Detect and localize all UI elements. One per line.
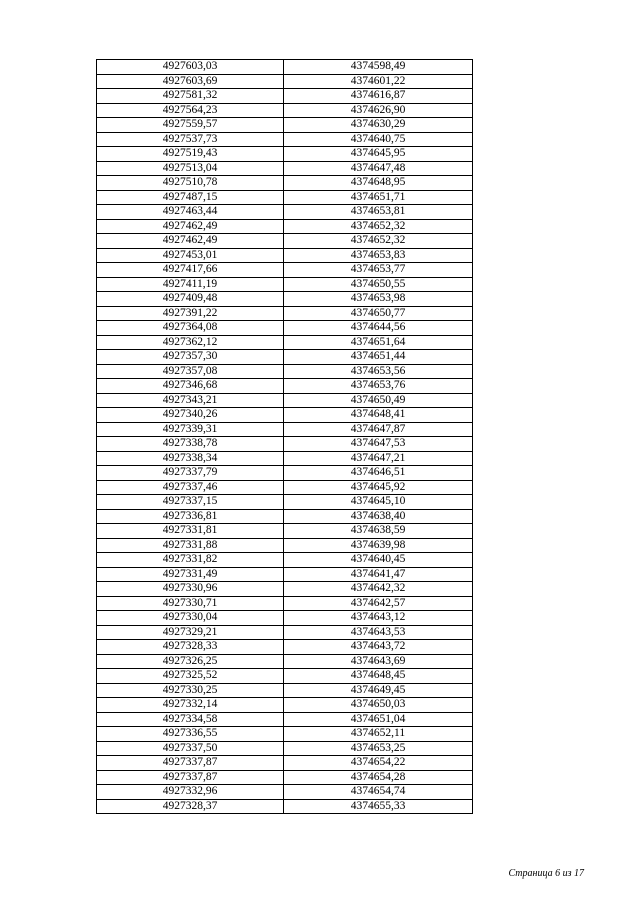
y-coordinate-cell: 4374640,75 [284,132,473,147]
x-coordinate-cell: 4927510,78 [97,176,284,191]
x-coordinate-cell: 4927330,25 [97,683,284,698]
y-coordinate-cell: 4374626,90 [284,103,473,118]
y-coordinate-cell: 4374649,45 [284,683,473,698]
page-number: Страница 6 из 17 [508,868,584,879]
table-row [97,596,473,611]
x-coordinate-cell: 4927337,46 [97,480,284,495]
x-coordinate-cell: 4927328,33 [97,640,284,655]
y-coordinate-cell: 4374650,49 [284,393,473,408]
y-coordinate-cell: 4374650,03 [284,698,473,713]
x-coordinate-cell: 4927462,49 [97,234,284,249]
table-row [97,640,473,655]
y-coordinate-cell: 4374653,25 [284,741,473,756]
table-row [97,799,473,814]
y-coordinate-cell: 4374601,22 [284,74,473,89]
x-coordinate-cell: 4927462,49 [97,219,284,234]
table-row [97,495,473,510]
x-coordinate-cell: 4927537,73 [97,132,284,147]
coordinates-table [96,59,473,814]
table-row [97,683,473,698]
y-coordinate-cell: 4374653,77 [284,263,473,278]
table-row [97,74,473,89]
x-coordinate-cell: 4927453,01 [97,248,284,263]
table-row [97,770,473,785]
y-coordinate-cell: 4374638,59 [284,524,473,539]
x-coordinate-cell: 4927343,21 [97,393,284,408]
x-coordinate-cell: 4927463,44 [97,205,284,220]
y-coordinate-cell: 4374647,53 [284,437,473,452]
table-row [97,306,473,321]
table-row [97,118,473,133]
x-coordinate-cell: 4927513,04 [97,161,284,176]
y-coordinate-cell: 4374598,49 [284,60,473,75]
table-row [97,147,473,162]
table-row [97,103,473,118]
table-row [97,712,473,727]
y-coordinate-cell: 4374642,57 [284,596,473,611]
table-row [97,379,473,394]
y-coordinate-cell: 4374653,76 [284,379,473,394]
y-coordinate-cell: 4374645,10 [284,495,473,510]
table-row [97,89,473,104]
y-coordinate-cell: 4374643,72 [284,640,473,655]
x-coordinate-cell: 4927559,57 [97,118,284,133]
table-row [97,350,473,365]
y-coordinate-cell: 4374655,33 [284,799,473,814]
y-coordinate-cell: 4374647,87 [284,422,473,437]
x-coordinate-cell: 4927332,96 [97,785,284,800]
y-coordinate-cell: 4374650,77 [284,306,473,321]
x-coordinate-cell: 4927331,82 [97,553,284,568]
table-row [97,364,473,379]
y-coordinate-cell: 4374651,64 [284,335,473,350]
x-coordinate-cell: 4927331,49 [97,567,284,582]
x-coordinate-cell: 4927409,48 [97,292,284,307]
table-row [97,60,473,75]
table-row [97,553,473,568]
y-coordinate-cell: 4374643,53 [284,625,473,640]
y-coordinate-cell: 4374638,40 [284,509,473,524]
x-coordinate-cell: 4927357,08 [97,364,284,379]
x-coordinate-cell: 4927519,43 [97,147,284,162]
x-coordinate-cell: 4927338,78 [97,437,284,452]
y-coordinate-cell: 4374646,51 [284,466,473,481]
y-coordinate-cell: 4374643,12 [284,611,473,626]
table-row [97,248,473,263]
table-row [97,785,473,800]
table-row [97,408,473,423]
table-row [97,509,473,524]
table-row [97,727,473,742]
x-coordinate-cell: 4927331,81 [97,524,284,539]
y-coordinate-cell: 4374640,45 [284,553,473,568]
y-coordinate-cell: 4374648,41 [284,408,473,423]
table-row [97,538,473,553]
table-row [97,611,473,626]
y-coordinate-cell: 4374653,81 [284,205,473,220]
y-coordinate-cell: 4374651,04 [284,712,473,727]
table-row [97,190,473,205]
x-coordinate-cell: 4927339,31 [97,422,284,437]
table-row [97,669,473,684]
x-coordinate-cell: 4927364,08 [97,321,284,336]
table-row [97,292,473,307]
x-coordinate-cell: 4927357,30 [97,350,284,365]
table-row [97,263,473,278]
y-coordinate-cell: 4374653,83 [284,248,473,263]
table-row [97,466,473,481]
x-coordinate-cell: 4927581,32 [97,89,284,104]
y-coordinate-cell: 4374630,29 [284,118,473,133]
x-coordinate-cell: 4927336,81 [97,509,284,524]
y-coordinate-cell: 4374653,56 [284,364,473,379]
table-row [97,393,473,408]
x-coordinate-cell: 4927338,34 [97,451,284,466]
x-coordinate-cell: 4927331,88 [97,538,284,553]
x-coordinate-cell: 4927336,55 [97,727,284,742]
x-coordinate-cell: 4927330,96 [97,582,284,597]
x-coordinate-cell: 4927362,12 [97,335,284,350]
x-coordinate-cell: 4927337,87 [97,756,284,771]
x-coordinate-cell: 4927603,69 [97,74,284,89]
table-row [97,756,473,771]
table-row [97,654,473,669]
table-row [97,422,473,437]
y-coordinate-cell: 4374651,44 [284,350,473,365]
table-row [97,219,473,234]
y-coordinate-cell: 4374643,69 [284,654,473,669]
table-row [97,335,473,350]
y-coordinate-cell: 4374651,71 [284,190,473,205]
x-coordinate-cell: 4927326,25 [97,654,284,669]
x-coordinate-cell: 4927391,22 [97,306,284,321]
x-coordinate-cell: 4927337,15 [97,495,284,510]
y-coordinate-cell: 4374653,98 [284,292,473,307]
table-row [97,321,473,336]
x-coordinate-cell: 4927411,19 [97,277,284,292]
x-coordinate-cell: 4927337,79 [97,466,284,481]
table-row [97,698,473,713]
table-row [97,480,473,495]
x-coordinate-cell: 4927330,04 [97,611,284,626]
x-coordinate-cell: 4927603,03 [97,60,284,75]
table-row [97,567,473,582]
y-coordinate-cell: 4374654,22 [284,756,473,771]
table-row [97,625,473,640]
x-coordinate-cell: 4927487,15 [97,190,284,205]
table-row [97,132,473,147]
y-coordinate-cell: 4374652,32 [284,234,473,249]
table-row [97,582,473,597]
y-coordinate-cell: 4374647,21 [284,451,473,466]
table-row [97,205,473,220]
y-coordinate-cell: 4374639,98 [284,538,473,553]
x-coordinate-cell: 4927564,23 [97,103,284,118]
x-coordinate-cell: 4927332,14 [97,698,284,713]
y-coordinate-cell: 4374616,87 [284,89,473,104]
table-row [97,451,473,466]
y-coordinate-cell: 4374654,28 [284,770,473,785]
y-coordinate-cell: 4374648,45 [284,669,473,684]
x-coordinate-cell: 4927325,52 [97,669,284,684]
table-row [97,437,473,452]
table-row [97,234,473,249]
x-coordinate-cell: 4927346,68 [97,379,284,394]
x-coordinate-cell: 4927334,58 [97,712,284,727]
table-row [97,524,473,539]
y-coordinate-cell: 4374645,95 [284,147,473,162]
x-coordinate-cell: 4927329,21 [97,625,284,640]
table-row [97,176,473,191]
y-coordinate-cell: 4374647,48 [284,161,473,176]
y-coordinate-cell: 4374645,92 [284,480,473,495]
y-coordinate-cell: 4374652,11 [284,727,473,742]
x-coordinate-cell: 4927337,87 [97,770,284,785]
x-coordinate-cell: 4927330,71 [97,596,284,611]
table-row [97,161,473,176]
table-row [97,741,473,756]
y-coordinate-cell: 4374641,47 [284,567,473,582]
y-coordinate-cell: 4374650,55 [284,277,473,292]
y-coordinate-cell: 4374652,32 [284,219,473,234]
x-coordinate-cell: 4927340,26 [97,408,284,423]
y-coordinate-cell: 4374648,95 [284,176,473,191]
x-coordinate-cell: 4927417,66 [97,263,284,278]
y-coordinate-cell: 4374642,32 [284,582,473,597]
coordinates-table-body [97,60,473,814]
x-coordinate-cell: 4927328,37 [97,799,284,814]
table-row [97,277,473,292]
y-coordinate-cell: 4374644,56 [284,321,473,336]
x-coordinate-cell: 4927337,50 [97,741,284,756]
y-coordinate-cell: 4374654,74 [284,785,473,800]
